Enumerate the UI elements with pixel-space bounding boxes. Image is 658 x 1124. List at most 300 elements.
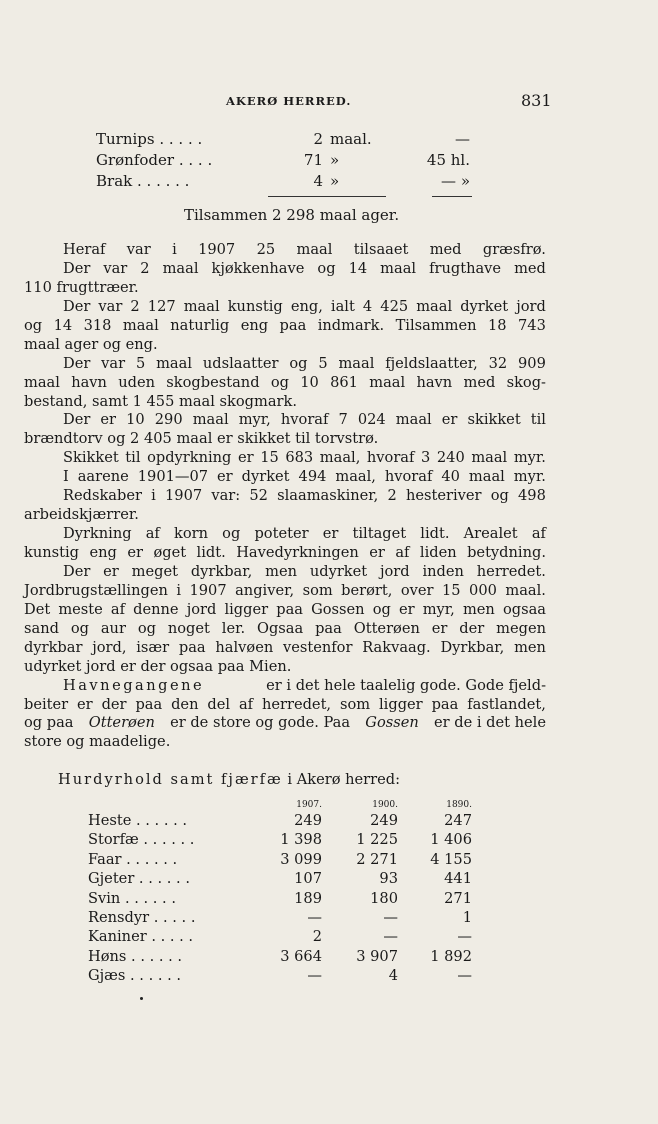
- text-line: [24, 525, 546, 544]
- text-line: [24, 468, 546, 487]
- word: der: [459, 619, 485, 637]
- text-line: [24, 714, 546, 733]
- word: 494: [298, 468, 327, 486]
- word: berørt,: [341, 581, 393, 599]
- word: uden: [118, 373, 156, 391]
- word: Heraf: [63, 241, 106, 258]
- word: angiver,: [235, 581, 295, 599]
- crop-area: 71: [303, 151, 323, 169]
- word: af: [395, 544, 410, 561]
- word: hvoraf: [366, 449, 415, 467]
- text-line: [24, 639, 546, 658]
- crop-area: 4: [313, 172, 323, 190]
- word: eng: [89, 544, 117, 561]
- crop-row: [0, 151, 658, 172]
- word: men: [514, 638, 546, 656]
- count-1907: 107: [294, 870, 322, 888]
- word: og: [317, 259, 336, 277]
- word: til: [530, 411, 546, 429]
- word: naturlig: [170, 316, 230, 334]
- crop-unit: maal.: [330, 130, 372, 148]
- crop-table: [0, 130, 658, 193]
- crop-area: 2: [313, 130, 323, 148]
- word: Der: [63, 354, 91, 372]
- word: 25: [256, 241, 276, 258]
- crop-label: Grønfoder . . . .: [96, 151, 213, 169]
- livestock-row: [0, 928, 658, 947]
- word: Ogsaa: [257, 619, 304, 637]
- word: maal: [162, 259, 199, 277]
- word: maal: [395, 411, 432, 429]
- word: korn: [174, 525, 209, 543]
- crop-label: Brak . . . . . .: [96, 172, 190, 190]
- word: og: [70, 619, 89, 637]
- text-line: bestand, samt 1 455 maal skogmark.: [24, 392, 298, 410]
- word: maal: [156, 354, 192, 372]
- word: ler.: [221, 619, 246, 637]
- word: ialt: [330, 297, 355, 315]
- word: Gossen: [311, 600, 365, 618]
- word: udyrket: [309, 562, 368, 580]
- word: fastlandet,: [467, 695, 546, 713]
- count-1890: 1 892: [430, 947, 472, 965]
- word: og: [372, 600, 391, 618]
- word: eng,: [290, 297, 323, 315]
- word: jord: [516, 297, 546, 315]
- word: herredet.: [476, 562, 546, 580]
- text-span: og paa: [24, 714, 74, 732]
- word: Dyrkning: [63, 525, 132, 543]
- word: myr.: [513, 449, 546, 467]
- count-1890: 1: [462, 908, 472, 926]
- word: med: [514, 259, 546, 277]
- word: Arealet: [463, 525, 518, 543]
- crop-seed: — »: [441, 172, 470, 190]
- word: kunstig: [227, 297, 283, 315]
- livestock-row: [0, 831, 658, 850]
- word: halvøen: [215, 638, 274, 656]
- word: skikket: [467, 411, 521, 429]
- text-line: [24, 582, 546, 601]
- text-line: [24, 544, 546, 563]
- word: maal: [183, 297, 220, 315]
- word: er: [77, 695, 93, 713]
- word: jord: [380, 562, 410, 580]
- word: Der: [63, 411, 91, 429]
- word: Redskaber: [63, 487, 142, 505]
- count-1907: —: [307, 967, 322, 985]
- word: skog-: [506, 373, 546, 391]
- word: over: [400, 581, 434, 599]
- livestock-title: [58, 771, 400, 788]
- animal-label: Heste . . . . . .: [88, 812, 188, 829]
- count-1900: 180: [370, 889, 398, 907]
- animal-label: Storfæ . . . . . .: [88, 831, 195, 849]
- livestock-row: [0, 967, 658, 986]
- word: maal: [296, 241, 333, 258]
- word: 024: [357, 411, 386, 429]
- year-header: 1890.: [446, 800, 472, 810]
- word: 2: [130, 297, 140, 315]
- word: og: [490, 487, 509, 505]
- word: del: [207, 695, 231, 713]
- word: dyrkbar,: [190, 562, 253, 580]
- count-1900: 3 907: [356, 947, 398, 965]
- word: poteter: [254, 525, 309, 543]
- word: 127: [147, 297, 176, 315]
- word: dyrkbar: [24, 638, 83, 656]
- word: maal: [416, 297, 453, 315]
- word: 32: [488, 354, 508, 372]
- word: Havedyrkningen: [236, 544, 359, 561]
- word: af: [145, 525, 160, 543]
- word: 7: [338, 411, 348, 429]
- word: var: [98, 297, 123, 315]
- count-1907: 1 398: [280, 831, 322, 849]
- word: maal,: [335, 468, 376, 486]
- word: jord,: [92, 638, 127, 656]
- word: 18: [488, 316, 507, 334]
- count-1907: 2: [312, 928, 322, 946]
- animal-label: Kaniner . . . . .: [88, 928, 194, 946]
- word: indmark.: [317, 316, 385, 334]
- word: 683: [285, 449, 314, 467]
- word: til: [125, 449, 141, 467]
- word: med: [429, 241, 462, 258]
- word: 743: [518, 316, 546, 334]
- text-line: [24, 487, 546, 506]
- word: slaamaskiner,: [277, 487, 379, 505]
- count-1907: 3 099: [280, 850, 322, 868]
- livestock-title-spaced: Hurdyrhold samt fjærfæ: [58, 771, 283, 788]
- word: 5: [318, 354, 328, 372]
- word: er: [398, 600, 415, 618]
- word: liden: [419, 544, 457, 561]
- word: noget: [167, 619, 210, 637]
- word: 318: [83, 316, 112, 334]
- count-1900: 249: [370, 812, 398, 829]
- page-number: 831: [521, 91, 552, 110]
- word: paa: [178, 638, 206, 656]
- text-line: [24, 449, 546, 468]
- word: som: [339, 695, 371, 713]
- animal-label: Høns . . . . . .: [88, 947, 183, 965]
- word: 909: [518, 354, 546, 372]
- word: 14: [348, 259, 368, 277]
- word: tiltaget: [352, 525, 407, 543]
- count-1890: 271: [444, 889, 472, 907]
- count-1890: 247: [444, 812, 472, 829]
- word: er: [431, 619, 448, 637]
- word: 14: [53, 316, 73, 334]
- word: og: [289, 354, 308, 372]
- word: er: [103, 562, 119, 580]
- animal-label: Gjeter . . . . . .: [88, 870, 190, 888]
- text-line: [24, 355, 546, 374]
- page-header: [0, 91, 658, 112]
- count-1900: 2 271: [356, 850, 398, 868]
- word: 290: [154, 411, 183, 429]
- word: 10: [300, 373, 319, 391]
- word: myr.: [513, 468, 546, 486]
- word: men: [265, 562, 297, 580]
- text-line: store og maadelige.: [24, 733, 171, 751]
- count-1907: 189: [294, 889, 322, 907]
- word: opdyrkning: [147, 449, 232, 467]
- word: med: [463, 373, 496, 391]
- word: megen: [496, 619, 546, 637]
- year-header: 1907.: [296, 800, 322, 810]
- sum-rule: [432, 196, 472, 197]
- word: paa: [279, 316, 307, 334]
- word: hvoraf: [384, 468, 433, 486]
- word: 15: [260, 449, 279, 467]
- word: er: [217, 468, 233, 486]
- crop-row: [0, 172, 658, 193]
- word: ligger: [379, 695, 423, 713]
- word: denne: [133, 600, 179, 618]
- count-1900: 4: [388, 967, 398, 985]
- word: i: [176, 581, 182, 599]
- word: myr,: [238, 411, 271, 429]
- word: maal: [24, 373, 60, 391]
- word: 2: [387, 487, 397, 505]
- word: inden: [422, 562, 464, 580]
- word: maal,: [319, 449, 361, 467]
- word: men: [462, 600, 495, 618]
- animal-label: Rensdyr . . . . .: [88, 908, 196, 926]
- word: er: [369, 544, 385, 561]
- word: 2: [140, 259, 150, 277]
- count-1890: 1 406: [430, 831, 472, 849]
- word: 861: [330, 373, 358, 391]
- count-1900: —: [383, 928, 398, 946]
- word: 240: [436, 449, 465, 467]
- word: 1907: [198, 241, 236, 258]
- word: og: [270, 373, 289, 391]
- text-line: [24, 241, 546, 260]
- word: maal: [369, 373, 406, 391]
- count-1907: 3 664: [280, 947, 322, 965]
- word: 1901—07: [137, 468, 209, 486]
- text-line: [24, 620, 546, 639]
- word: paa: [431, 695, 459, 713]
- text-line: [24, 411, 546, 430]
- word: Rakvaag.: [362, 638, 431, 656]
- word: var: [126, 241, 151, 258]
- word: meste: [58, 600, 103, 618]
- count-1890: —: [457, 967, 472, 985]
- word: 1907: [189, 581, 227, 599]
- text-line: arbeidskjærrer.: [24, 506, 139, 524]
- livestock-row: [0, 948, 658, 967]
- text-line: [24, 298, 546, 317]
- text-line: udyrket jord er der ogsaa paa Mien.: [24, 657, 292, 675]
- word: lidt.: [420, 525, 450, 543]
- word: græsfrø.: [482, 241, 546, 258]
- text-line: [24, 601, 546, 620]
- word: og: [137, 619, 156, 637]
- crop-row: [0, 130, 658, 151]
- livestock-table: [0, 800, 658, 987]
- word: maal: [122, 316, 159, 334]
- text-line: [24, 317, 546, 336]
- crop-unit: »: [330, 151, 340, 169]
- word: kunstig: [24, 544, 80, 561]
- word: eng: [240, 316, 269, 334]
- word: paa: [315, 619, 342, 637]
- word: 10: [126, 411, 145, 429]
- text-line: maal ager og eng.: [24, 335, 158, 353]
- word: havn: [416, 373, 453, 391]
- count-1907: —: [307, 908, 322, 926]
- word: der: [101, 695, 127, 713]
- word: 3: [421, 449, 431, 467]
- text-span: er de i det hele: [433, 714, 546, 732]
- word: 425: [380, 297, 409, 315]
- word: 40: [441, 468, 460, 486]
- text-line: [24, 374, 546, 393]
- text-line: brændtorv og 2 405 maal er skikket til torvstrø.: [24, 430, 379, 448]
- word: vestenfor: [283, 638, 353, 656]
- crop-label: Turnips . . . . .: [96, 130, 203, 148]
- count-1900: 1 225: [356, 831, 398, 849]
- livestock-row: [0, 909, 658, 928]
- word: myr,: [422, 600, 455, 618]
- text-line: [24, 677, 546, 696]
- word: Der: [63, 297, 91, 315]
- word: var:: [211, 487, 241, 505]
- word: 52: [249, 487, 268, 505]
- livestock-title-rest: i Akerø herred:: [287, 771, 401, 788]
- word: Skikket: [63, 449, 119, 467]
- word: og: [24, 316, 43, 334]
- word: maal: [192, 411, 229, 429]
- word: lidt.: [196, 544, 226, 561]
- word: dyrket: [241, 468, 290, 486]
- text-line: [24, 260, 546, 279]
- word: som: [302, 581, 333, 599]
- word: Otterøen: [353, 619, 420, 637]
- word: 000: [469, 581, 497, 599]
- word: ogsaa: [502, 600, 546, 618]
- word: dyrket: [460, 297, 509, 315]
- word: er: [127, 544, 143, 561]
- crop-seed: —: [455, 130, 470, 148]
- word: af: [531, 525, 546, 543]
- text-line: [24, 696, 546, 715]
- word: frugthave: [429, 259, 502, 277]
- livestock-row: [0, 890, 658, 909]
- text-line: [24, 563, 546, 582]
- word: ligger: [224, 600, 269, 618]
- year-header: 1900.: [372, 800, 398, 810]
- word: fjeldslaatter,: [385, 354, 478, 372]
- sum-rule: [268, 196, 386, 197]
- livestock-header: [0, 800, 658, 812]
- word: tilsaaet: [353, 241, 409, 258]
- word: Der: [63, 259, 91, 277]
- word: maal: [471, 449, 508, 467]
- word: sand: [24, 619, 59, 637]
- text-span: er i det hele taalelig gode. Gode fjeld-: [266, 676, 546, 694]
- word: udslaatter: [202, 354, 279, 372]
- word: kjøkkenhave: [211, 259, 305, 277]
- word: den: [171, 695, 199, 713]
- text-line: 110 frugttræer.: [24, 278, 139, 296]
- livestock-row: [0, 870, 658, 889]
- word: Det: [24, 600, 51, 618]
- word: betydning.: [467, 544, 546, 561]
- word: Dyrkbar,: [440, 638, 505, 656]
- word: var: [101, 354, 126, 372]
- running-title: AKERØ HERRED.: [226, 94, 352, 108]
- word: er: [441, 411, 458, 429]
- word: 1907: [165, 487, 203, 505]
- word: maal.: [505, 581, 546, 599]
- word: er: [237, 449, 254, 467]
- word: af: [110, 600, 126, 618]
- word: i: [172, 241, 177, 258]
- livestock-row: [0, 812, 658, 831]
- word: er: [322, 525, 339, 543]
- word: 15: [442, 581, 461, 599]
- word: er: [100, 411, 117, 429]
- text-span: er de store og gode. Paa: [170, 714, 351, 732]
- count-1890: 4 155: [430, 850, 472, 868]
- word: havn: [71, 373, 107, 391]
- place-name: Otterøen: [88, 714, 155, 732]
- word: hvoraf: [280, 411, 329, 429]
- word: maal: [338, 354, 375, 372]
- word: af: [238, 695, 254, 713]
- word: øget: [153, 544, 187, 561]
- word: Tilsammen: [395, 316, 477, 334]
- word: paa: [135, 695, 163, 713]
- crop-unit: »: [330, 172, 340, 190]
- word: aur: [100, 619, 126, 637]
- print-speck: [140, 997, 143, 1000]
- word: Jordbrugstællingen: [24, 581, 168, 599]
- word: 498: [518, 487, 546, 505]
- animal-label: Faar . . . . . .: [88, 850, 178, 868]
- word: maal: [380, 259, 417, 277]
- word: jord: [186, 600, 217, 618]
- word: især: [136, 638, 170, 656]
- word: i: [151, 487, 156, 505]
- word: skogbestand: [166, 373, 260, 391]
- total-line: Tilsammen 2 298 maal ager.: [184, 206, 400, 224]
- word: maal: [468, 468, 505, 486]
- word: og: [222, 525, 241, 543]
- word: aarene: [77, 468, 129, 486]
- animal-label: Svin . . . . . .: [88, 889, 176, 907]
- count-1890: 441: [444, 870, 472, 888]
- word: herredet,: [261, 695, 332, 713]
- word: I: [63, 468, 69, 486]
- word: hesteriver: [405, 487, 482, 505]
- word: Der: [63, 562, 91, 580]
- word: paa: [276, 600, 303, 618]
- count-1890: —: [457, 928, 472, 946]
- count-1900: —: [383, 908, 398, 926]
- animal-label: Gjæs . . . . . .: [88, 967, 182, 985]
- place-name: Gossen: [365, 714, 419, 732]
- livestock-row: [0, 851, 658, 870]
- crop-seed: 45 hl.: [426, 151, 470, 169]
- count-1907: 249: [294, 812, 322, 829]
- word: beiter: [24, 695, 69, 713]
